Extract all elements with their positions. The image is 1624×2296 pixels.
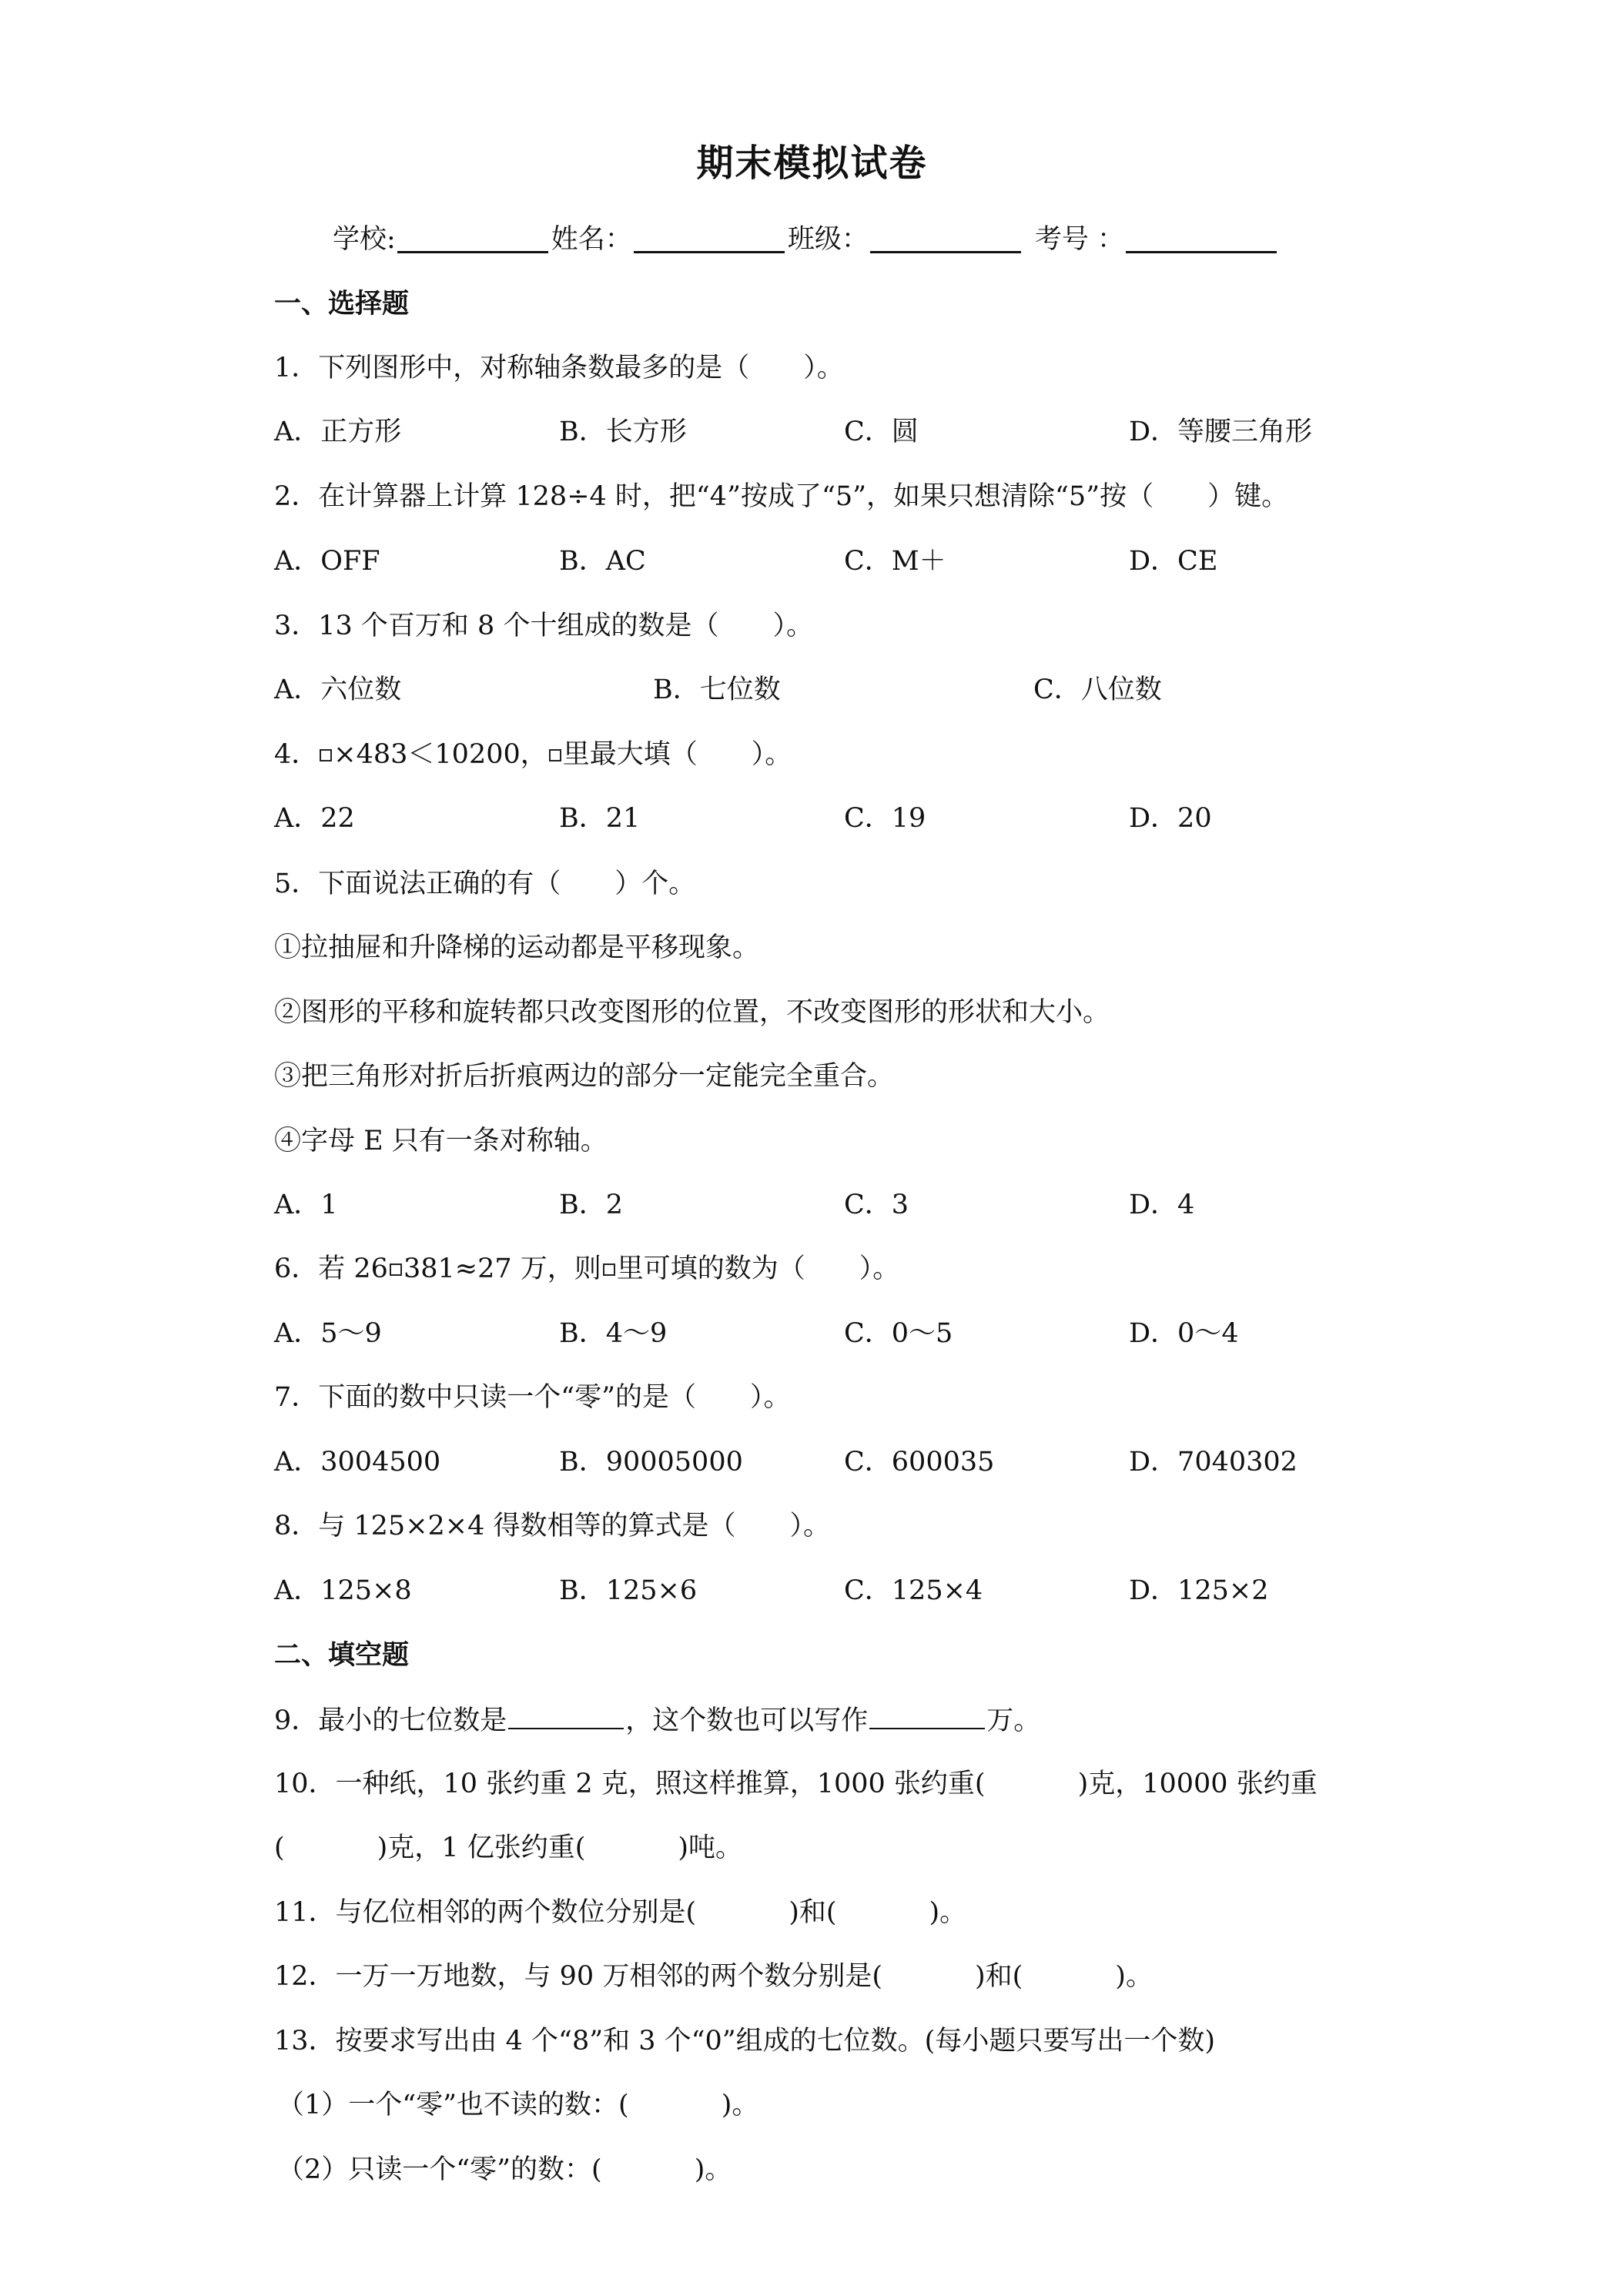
name-blank[interactable] <box>634 227 785 253</box>
option-c[interactable]: C．M＋ <box>844 546 946 577</box>
option-c[interactable]: C．圆 <box>844 417 919 447</box>
question-7-stem: 7．下面的数中只读一个“零”的是（ ）。 <box>274 1382 791 1413</box>
question-5-statement-3: ③把三角形对折后折痕两边的部分一定能完全重合。 <box>274 1061 895 1092</box>
option-c[interactable]: C．3 <box>844 1190 909 1220</box>
question-5-stem: 5．下面说法正确的有（ ）个。 <box>274 869 696 899</box>
question-10-text-b: )克，10000 张约重 <box>1077 1769 1318 1799</box>
option-a[interactable]: A．正方形 <box>274 417 402 447</box>
option-b[interactable]: B．2 <box>559 1190 623 1220</box>
option-a[interactable]: A．125×8 <box>274 1575 412 1606</box>
school-blank[interactable] <box>397 227 548 253</box>
name-label: 姓名： <box>551 224 632 255</box>
option-c[interactable]: C．八位数 <box>1033 674 1162 705</box>
option-d[interactable]: D．20 <box>1129 803 1212 834</box>
question-13-sub-1-text-a: （1）一个“零”也不读的数：( <box>277 2090 629 2120</box>
option-d[interactable]: D．等腰三角形 <box>1129 417 1313 447</box>
question-12-text-a: 12．一万一万地数，与 90 万相邻的两个数分别是( <box>274 1961 882 1992</box>
question-12-text-c: )。 <box>1115 1961 1153 1992</box>
exam-no-label: 考号 ： <box>1034 224 1124 255</box>
question-3-stem: 3．13 个百万和 8 个十组成的数是（ ）。 <box>274 611 813 641</box>
question-11-text-b: )和( <box>789 1897 837 1928</box>
option-a[interactable]: A．1 <box>274 1190 338 1220</box>
question-10-text-a: 10．一种纸，10 张约重 2 克，照这样推算，1000 张约重( <box>274 1769 986 1799</box>
option-d[interactable]: D．125×2 <box>1129 1575 1269 1606</box>
option-c[interactable]: C．125×4 <box>844 1575 983 1606</box>
question-11-text-c: )。 <box>929 1897 967 1928</box>
option-b[interactable]: B．90005000 <box>559 1447 743 1478</box>
question-6-stem <box>274 1253 900 1284</box>
option-d[interactable]: D．0～4 <box>1129 1318 1239 1349</box>
question-13-sub-2-text-a: （2）只读一个“零”的数：( <box>277 2154 602 2185</box>
question-6-stem-pre: 6．若 26 <box>274 1253 388 1284</box>
section-heading-choice: 一、选择题 <box>274 289 410 320</box>
question-10-text-e: )吨。 <box>678 1832 743 1863</box>
question-13-stem: 13．按要求写出由 4 个“8”和 3 个“0”组成的七位数。(每小题只要写出一个数) <box>274 2026 1215 2057</box>
option-b[interactable]: B．4～9 <box>559 1318 668 1349</box>
question-10-text-c: ( <box>274 1832 285 1863</box>
section-heading-fill: 二、填空题 <box>274 1640 410 1671</box>
page-title: 期末模拟试卷 <box>696 142 928 185</box>
option-b[interactable]: B．21 <box>559 803 641 834</box>
question-11 <box>274 1899 966 1926</box>
question-9-part-3: 万。 <box>986 1705 1041 1736</box>
question-6-stem-post: 里可填的数为（ ）。 <box>616 1253 900 1284</box>
question-10-text-d: )克，1 亿张约重( <box>377 1832 586 1863</box>
blank-box-icon <box>320 749 332 761</box>
student-info-row <box>333 226 1280 253</box>
exam-no-blank[interactable] <box>1126 227 1277 253</box>
option-a[interactable]: A．5～9 <box>274 1318 382 1349</box>
question-4-stem-post: 里最大填（ ）。 <box>562 739 792 770</box>
question-5-statement-1: ①拉抽屉和升降梯的运动都是平移现象。 <box>274 932 760 963</box>
question-13-sub-2-text-b: )。 <box>694 2154 732 2185</box>
answer-blank[interactable] <box>508 1706 624 1729</box>
blank-box-icon <box>549 749 561 761</box>
answer-blank[interactable] <box>869 1706 985 1729</box>
option-b[interactable]: B．长方形 <box>559 417 687 447</box>
blank-box-icon <box>603 1263 615 1276</box>
question-9-part-2: ，这个数也可以写作 <box>625 1705 869 1736</box>
question-11-text-a: 11．与亿位相邻的两个数位分别是( <box>274 1897 697 1928</box>
option-c[interactable]: C．0～5 <box>844 1318 953 1349</box>
blank-box-icon <box>390 1263 402 1276</box>
option-b[interactable]: B．125×6 <box>559 1575 698 1606</box>
option-c[interactable]: C．600035 <box>844 1447 995 1478</box>
question-4-stem-pre: 4． <box>274 739 319 770</box>
option-d[interactable]: D．4 <box>1129 1190 1195 1220</box>
question-5-statement-4: ④字母 E 只有一条对称轴。 <box>274 1126 608 1156</box>
class-label: 班级： <box>787 224 869 255</box>
option-b[interactable]: B．AC <box>559 546 646 577</box>
question-10-line-2 <box>274 1832 743 1863</box>
question-9 <box>274 1706 1040 1735</box>
question-13-sub-1 <box>277 2092 758 2119</box>
option-a[interactable]: A．OFF <box>274 546 380 577</box>
question-12 <box>274 1963 1153 1990</box>
option-b[interactable]: B．七位数 <box>653 674 781 705</box>
question-9-part-1: 9．最小的七位数是 <box>274 1705 507 1736</box>
option-a[interactable]: A．3004500 <box>274 1447 441 1478</box>
option-c[interactable]: C．19 <box>844 803 926 834</box>
question-8-stem: 8．与 125×2×4 得数相等的算式是（ ）。 <box>274 1511 831 1541</box>
class-blank[interactable] <box>870 227 1021 253</box>
question-13-sub-1-text-b: )。 <box>721 2090 759 2120</box>
option-d[interactable]: D．7040302 <box>1129 1447 1298 1478</box>
option-a[interactable]: A．六位数 <box>274 674 402 705</box>
question-4-stem-mid: ×483＜10200， <box>333 739 547 770</box>
school-label: 学校: <box>333 224 396 255</box>
option-a[interactable]: A．22 <box>274 803 355 834</box>
question-13-sub-2 <box>277 2154 732 2185</box>
question-2-stem: 2．在计算器上计算 128÷4 时，把“4”按成了“5”，如果只想清除“5”按（ ）键。 <box>274 481 1289 512</box>
question-4-stem <box>274 741 792 768</box>
question-6-stem-mid: 381≈27 万，则 <box>403 1253 601 1284</box>
question-1-stem: 1．下列图形中，对称轴条数最多的是（ ）。 <box>274 353 844 383</box>
question-10-line-1 <box>274 1771 1318 1798</box>
question-12-text-b: )和( <box>974 1961 1023 1992</box>
question-5-statement-2: ②图形的平移和旋转都只改变图形的位置，不改变图形的形状和大小。 <box>274 997 1110 1028</box>
option-d[interactable]: D．CE <box>1129 546 1218 577</box>
